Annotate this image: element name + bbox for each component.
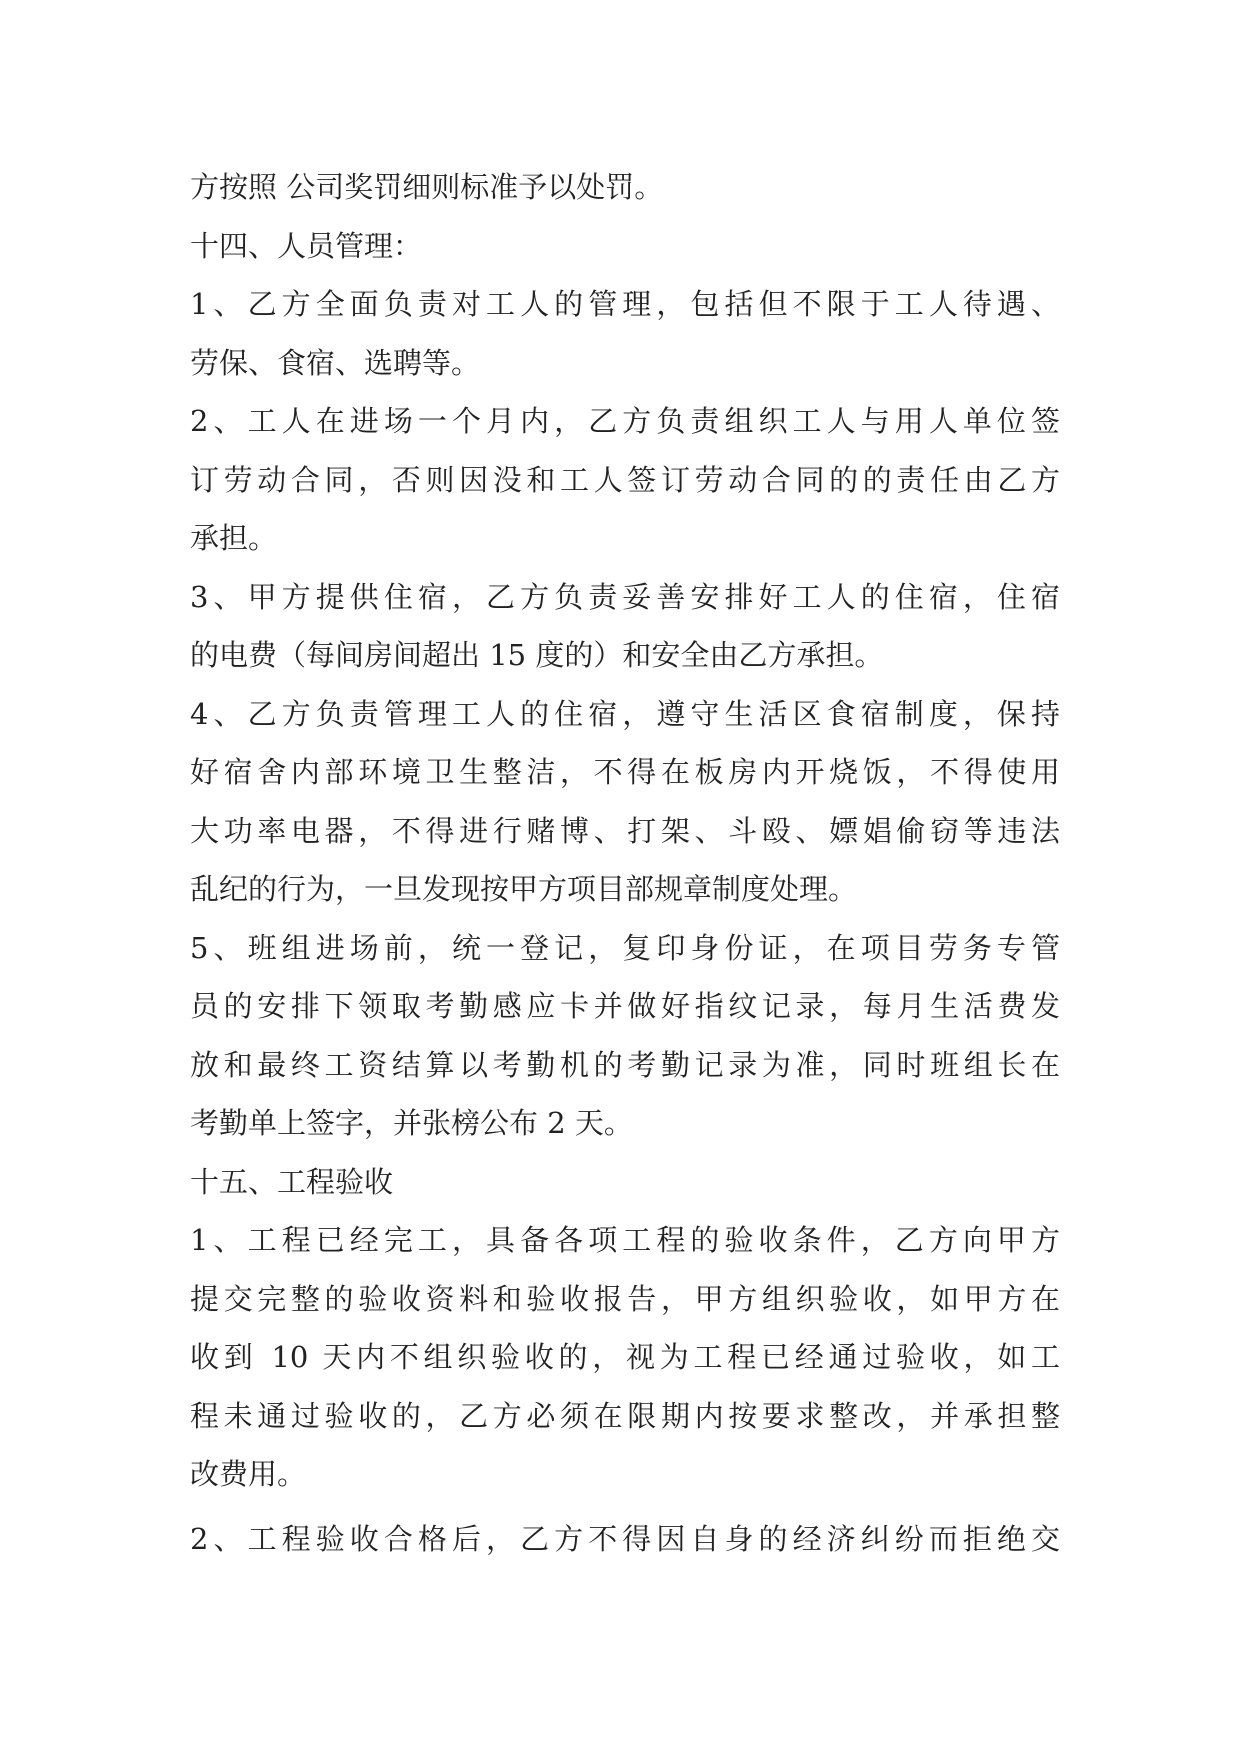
text-line: 程未通过验收的，乙方必须在限期内按要求整改，并承担整: [190, 1398, 1060, 1433]
text-line: 收到 10 天内不组织验收的，视为工程已经通过验收，如工: [190, 1340, 1060, 1374]
text-line: 劳保、食宿、选聘等。: [190, 345, 481, 380]
text-line: 好宿舍内部环境卫生整洁，不得在板房内开烧饭，不得使用: [190, 755, 1060, 789]
text-line: 方按照 公司奖罚细则标准予以处罚。: [190, 170, 664, 204]
text-line: 改费用。: [190, 1457, 307, 1491]
text-line: 员的安排下领取考勤感应卡并做好指纹记录，每月生活费发: [190, 989, 1060, 1023]
text-line: 大功率电器，不得进行赌博、打架、斗殴、嫖娼偷窃等违法: [190, 813, 1060, 848]
text-line: 1、工程已经完工，具备各项工程的验收条件，乙方向甲方: [190, 1223, 1060, 1257]
text-line: 订劳动合同，否则因没和工人签订劳动合同的的责任由乙方: [190, 462, 1060, 497]
text-line: 提交完整的验收资料和验收报告，甲方组织验收，如甲方在: [190, 1281, 1060, 1316]
section-heading-15: 十五、工程验收: [190, 1164, 394, 1199]
text-line: 考勤单上签字，并张榜公布 2 天。: [190, 1106, 633, 1140]
text-line: 放和最终工资结算以考勤机的考勤记录为准，同时班组长在: [190, 1047, 1060, 1082]
text-line: 3、甲方提供住宿，乙方负责妥善安排好工人的住宿，住宿: [190, 579, 1060, 614]
text-line: 承担。: [190, 521, 278, 555]
document-body: [190, 158, 1060, 1568]
text-line: 的电费（每间房间超出 15 度的）和安全由乙方承担。: [190, 638, 884, 672]
text-line: 4、乙方负责管理工人的住宿，遵守生活区食宿制度，保持: [190, 696, 1060, 731]
section-heading-14: 十四、人员管理：: [190, 228, 423, 263]
text-line: 2、工程验收合格后，乙方不得因自身的经济纠纷而拒绝交: [190, 1521, 1060, 1556]
text-line: 5、班组进场前，统一登记，复印身份证，在项目劳务专管: [190, 930, 1060, 965]
text-line: 2、工人在进场一个月内，乙方负责组织工人与用人单位签: [190, 404, 1060, 438]
text-line: 乱纪的行为，一旦发现按甲方项目部规章制度处理。: [190, 872, 858, 906]
text-line: 1、乙方全面负责对工人的管理，包括但不限于工人待遇、: [190, 287, 1060, 321]
